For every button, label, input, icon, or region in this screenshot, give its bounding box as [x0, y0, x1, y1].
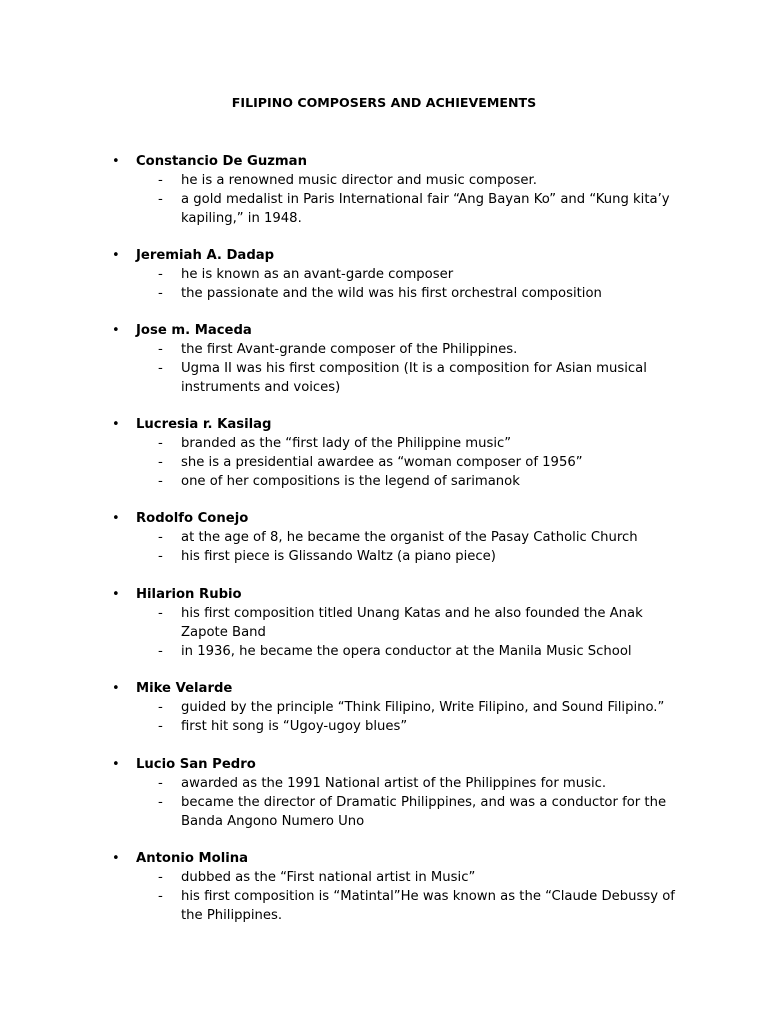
- list-item: - dubbed as the “First national artist in Music”: [158, 870, 476, 885]
- composer-name: Jose m. Maceda: [136, 323, 252, 338]
- bullet: •: [112, 587, 120, 602]
- bullet: •: [112, 681, 120, 696]
- list-item: - became the director of Dramatic Philippines, and was a conductor for the Banda Angono Numero Uno: [158, 795, 667, 829]
- list-item: - he is known as an avant-garde composer: [158, 267, 454, 282]
- list-item: - awarded as the 1991 National artist of the Philippines for music.: [158, 776, 607, 791]
- achievement-list: [0, 265, 768, 303]
- achievement-list: [0, 340, 768, 397]
- bullet: •: [112, 851, 120, 866]
- list-item: - his first piece is Glissando Waltz (a piano piece): [158, 549, 496, 564]
- bullet: •: [112, 757, 120, 772]
- achievement-list: [0, 868, 768, 925]
- achievement-list: [0, 434, 768, 491]
- document-title: FILIPINO COMPOSERS AND ACHIEVEMENTS: [231, 95, 537, 110]
- list-item: - his first composition titled Unang Katas and he also founded the Anak Zapote Band: [158, 606, 643, 640]
- achievement-list: [0, 528, 768, 566]
- list-item: - branded as the “first lady of the Philippine music”: [158, 436, 512, 451]
- composer-name: Hilarion Rubio: [136, 587, 242, 602]
- bullet: •: [112, 248, 120, 263]
- bullet: •: [112, 154, 120, 169]
- composer-name: Mike Velarde: [136, 681, 233, 696]
- bullet: •: [112, 417, 120, 432]
- achievement-list: [0, 774, 768, 831]
- list-item: - a gold medalist in Paris International fair “Ang Bayan Ko” and “Kung kita’y kapiling,” in 1948.: [158, 192, 670, 226]
- list-item: - his first composition is “Matintal”He was known as the “Claude Debussy of the Philippines.: [158, 889, 675, 923]
- list-item: - he is a renowned music director and music composer.: [158, 173, 537, 188]
- list-item: - in 1936, he became the opera conductor at the Manila Music School: [158, 644, 632, 659]
- list-item: - guided by the principle “Think Filipino, Write Filipino, and Sound Filipino.”: [158, 700, 665, 715]
- list-item: - she is a presidential awardee as “woman composer of 1956”: [158, 455, 583, 470]
- composer-name: Lucio San Pedro: [136, 757, 256, 772]
- list-item: - the passionate and the wild was his first orchestral composition: [158, 286, 602, 301]
- achievement-list: [0, 171, 768, 228]
- composer-name: Constancio De Guzman: [136, 154, 307, 169]
- achievement-list: [0, 698, 768, 736]
- composer-name: Antonio Molina: [136, 851, 249, 866]
- composer-name: Jeremiah A. Dadap: [136, 248, 275, 263]
- list-item: - first hit song is “Ugoy-ugoy blues”: [158, 719, 408, 734]
- list-item: - at the age of 8, he became the organist of the Pasay Catholic Church: [158, 530, 638, 545]
- list-item: - one of her compositions is the legend of sarimanok: [158, 474, 520, 489]
- bullet: •: [112, 323, 120, 338]
- achievement-list: [0, 604, 768, 661]
- composer-name: Rodolfo Conejo: [136, 511, 249, 526]
- composer-name: Lucresia r. Kasilag: [136, 417, 272, 432]
- bullet: •: [112, 511, 120, 526]
- list-item: - the first Avant-grande composer of the Philippines.: [158, 342, 518, 357]
- list-item: - Ugma II was his first composition (It is a composition for Asian musical instruments and voices): [158, 361, 647, 395]
